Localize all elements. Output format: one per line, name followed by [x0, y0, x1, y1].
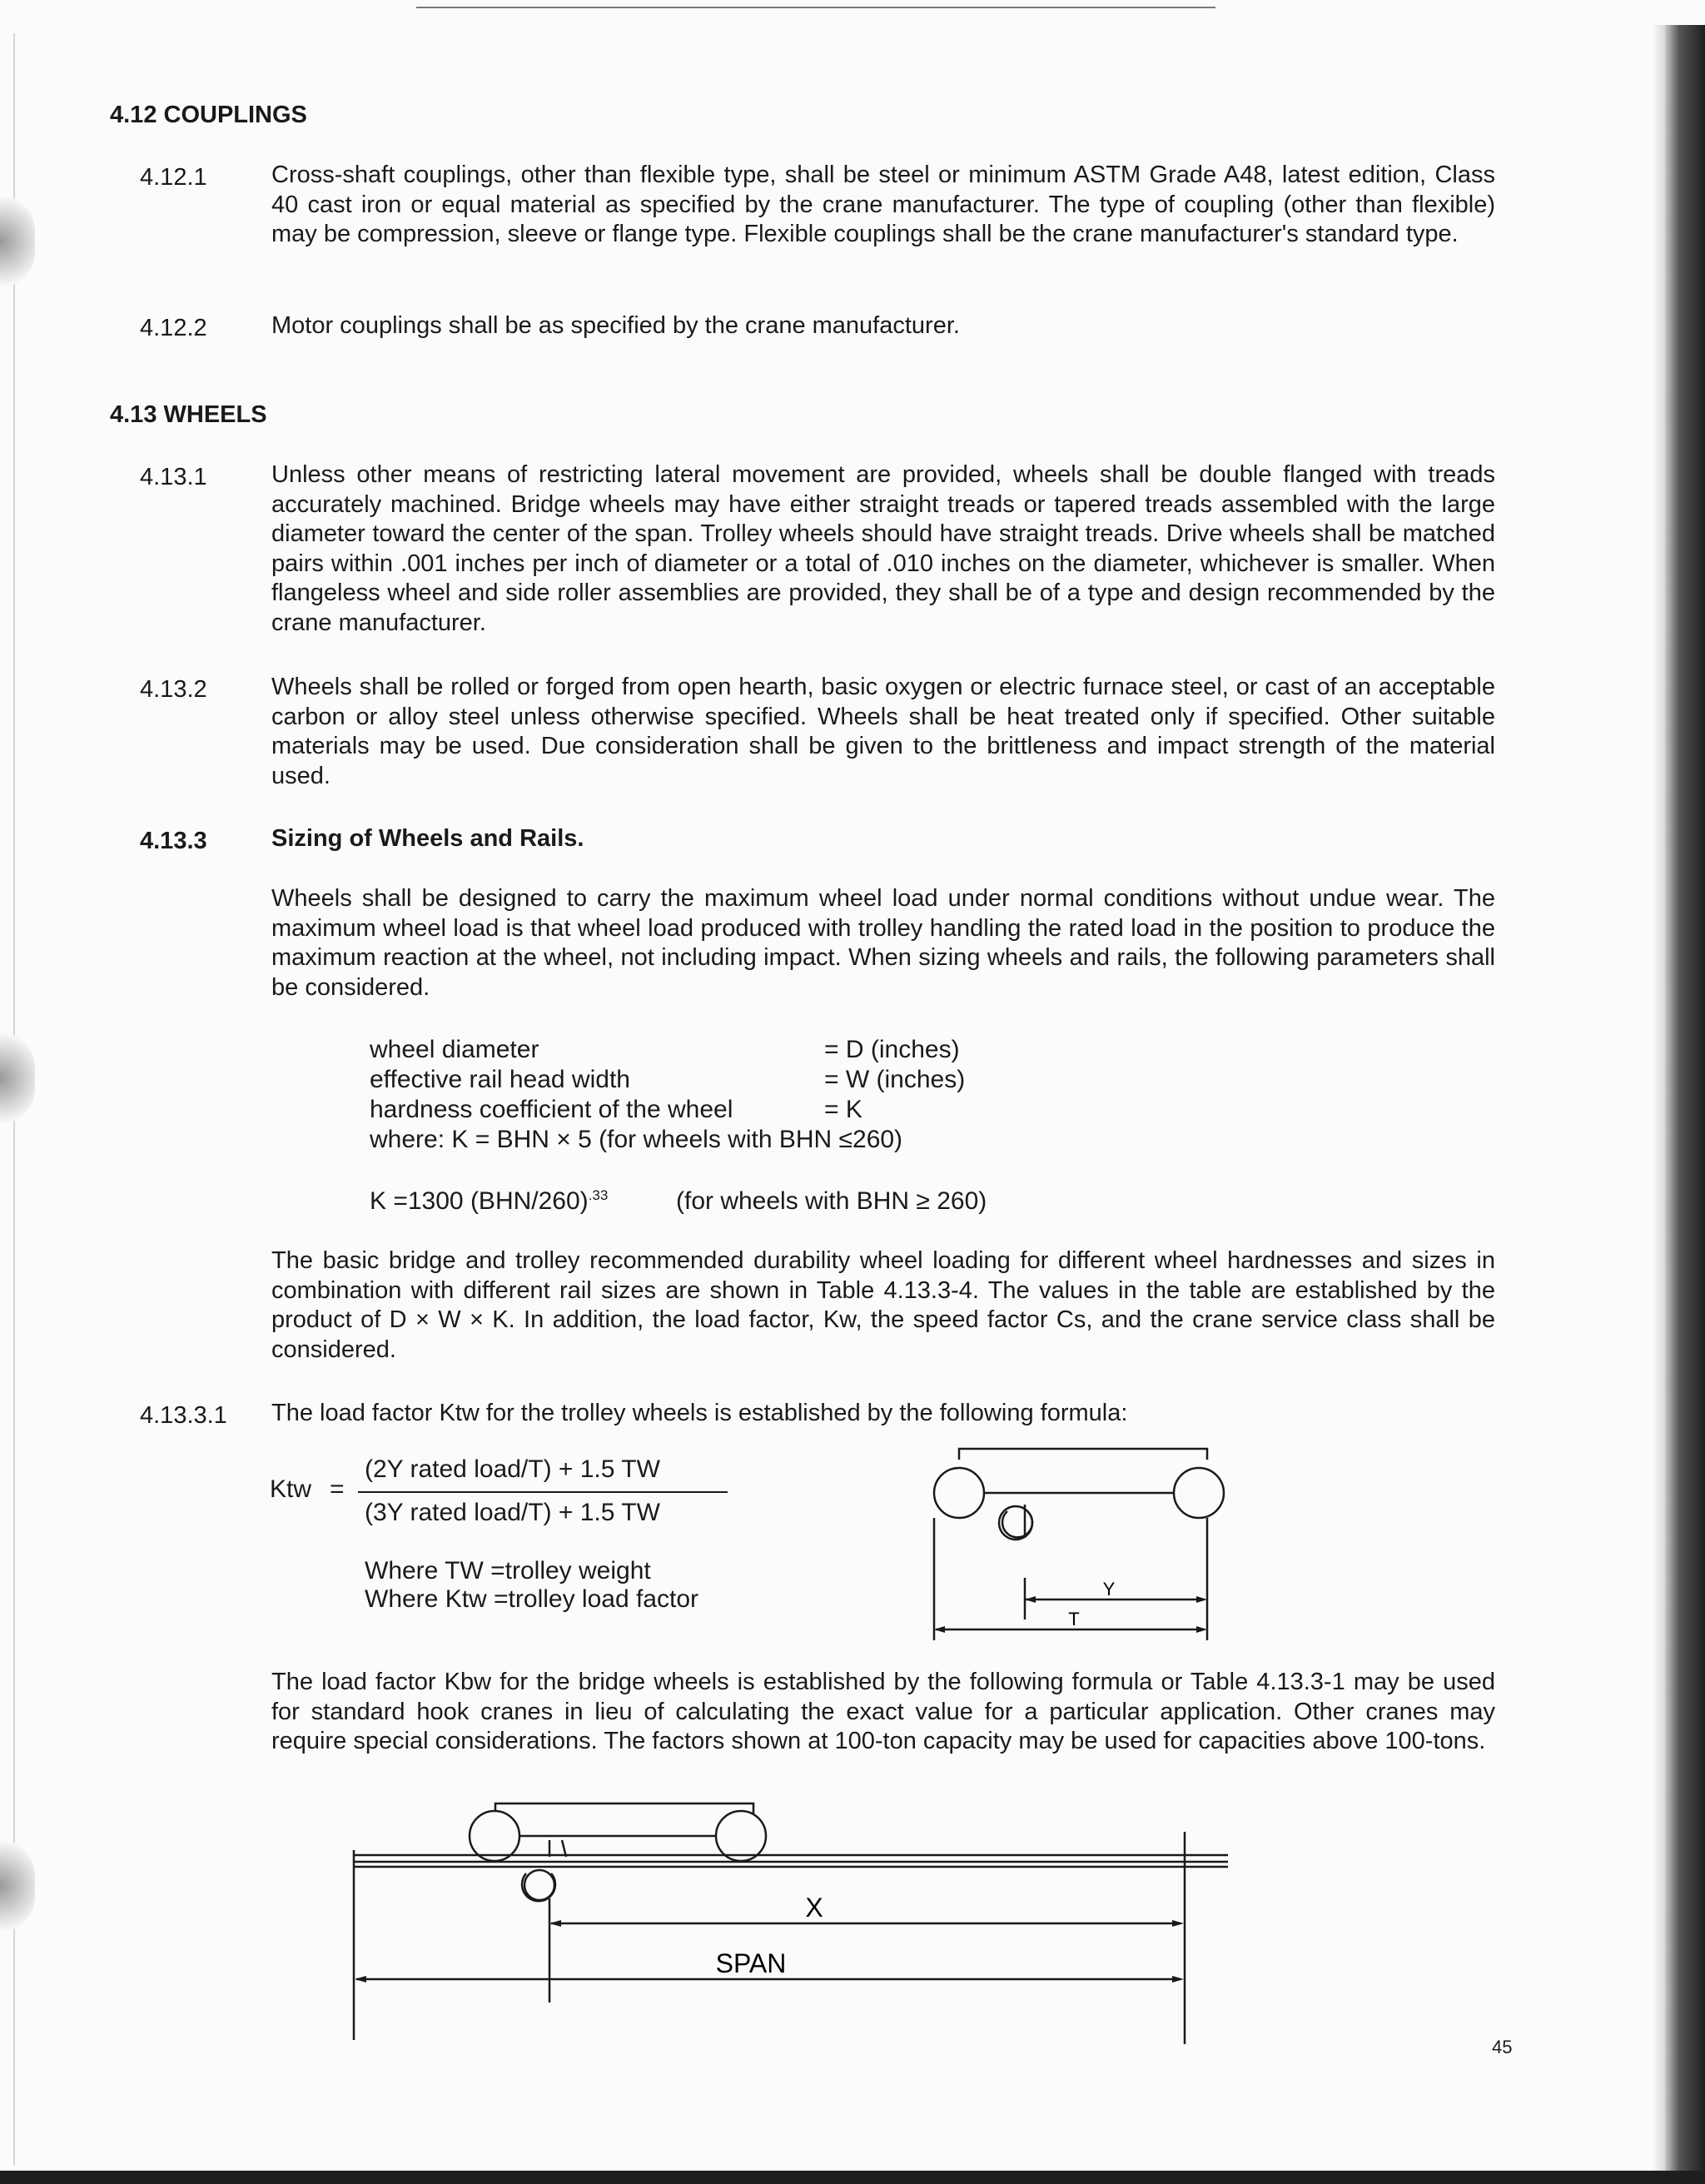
- formula-equals: =: [330, 1475, 345, 1503]
- page-edge-shadow: [1652, 25, 1665, 2184]
- binder-hole: [0, 1840, 35, 1932]
- bridge-trolley-frame: [495, 1803, 753, 1836]
- binder-hole: [0, 196, 35, 287]
- where-ktw: Where Ktw =trolley load factor: [365, 1585, 699, 1613]
- param-value: = K: [824, 1096, 862, 1123]
- where-line: where: K = BHN × 5 (for wheels with BHN ≤260): [370, 1126, 903, 1153]
- dim-y-label: Y: [1102, 1579, 1116, 1599]
- item-number: 4.12.2: [140, 315, 207, 341]
- param-label: effective rail head width: [370, 1066, 630, 1093]
- paragraph-4-12-1: Cross-shaft couplings, other than flexible type, shall be steel or minimum ASTM Grade A48, latest edition, Class 40 cast iron or equal material as specified by the crane manufacturer. The type of coupling (other than flexible) may be compression, sleeve or flange type. Flexible couplings shall be the crane manufacturer's standard type.: [271, 162, 1495, 247]
- top-rule: [416, 7, 1215, 8]
- paragraph-basic-loading: The basic bridge and trolley recommended durability wheel loading for different wheel hardnesses and sizes in combination with different rail sizes are shown in Table 4.13.3-4. The values in the table are established by the product of D × W × K. In addition, the load factor, Kw, the speed factor Cs, and the crane service class shall be considered.: [271, 1247, 1495, 1363]
- item-number: 4.13.3.1: [140, 1402, 227, 1429]
- paragraph-ktw-intro: The load factor Ktw for the trolley wheels is established by the following formula:: [271, 1400, 1128, 1426]
- formula-numerator: (2Y rated load/T) + 1.5 TW: [365, 1455, 660, 1483]
- k-formula-main: K =1300 (BHN/260): [370, 1187, 589, 1215]
- dim-t-label: T: [1068, 1609, 1080, 1629]
- section-heading-couplings: 4.12 COUPLINGS: [110, 102, 307, 128]
- item-number: 4.13.3: [140, 828, 207, 854]
- trolley-frame-top: [959, 1449, 1207, 1460]
- paragraph-4-13-1: Unless other means of restricting lateral movement are provided, wheels shall be double flanged with treads accurately machined. Bridge wheels may have either straight treads or tapered treads assembled with the large diameter toward the center of the span. Trolley wheels should have straight treads. Drive wheels shall be matched pairs within .001 inches per inch of diameter or a total of .010 inches on the diameter, whichever is smaller. When flangeless wheel and side roller assemblies are provided, they shall be of a type and design recommended by the crane manufacturer.: [271, 461, 1495, 636]
- trolley-wheel-left: [934, 1468, 984, 1518]
- bottom-edge: [0, 2171, 1705, 2184]
- bridge-diagram: [350, 1798, 1240, 2048]
- param-value: = W (inches): [824, 1066, 966, 1093]
- bridge-trolley-wheel-left: [470, 1811, 519, 1861]
- item-number: 4.12.1: [140, 164, 207, 191]
- trolley-diagram: [924, 1445, 1232, 1644]
- page-edge: [1665, 25, 1705, 2184]
- dim-x-label: X: [805, 1893, 823, 1923]
- where-tw: Where TW =trolley weight: [365, 1557, 651, 1585]
- paragraph-kbw: The load factor Kbw for the bridge wheels is established by the following formula or Table 4.13.3-1 may be used for standard hook cranes in lieu of calculating the exact value for a particular application. Other cranes may require special considerations. The factors shown at 100-ton capacity may be used for capacities above 100-tons.: [271, 1669, 1495, 1754]
- k-formula-exponent: .33: [588, 1187, 609, 1203]
- dim-span-label: SPAN: [715, 1948, 787, 1978]
- formula-lhs: Ktw: [270, 1475, 312, 1503]
- formula-denominator: (3Y rated load/T) + 1.5 TW: [365, 1499, 660, 1526]
- subsection-title: Sizing of Wheels and Rails.: [271, 825, 584, 852]
- paragraph-sizing-intro: Wheels shall be designed to carry the maximum wheel load under normal conditions without undue wear. The maximum wheel load is that wheel load produced with trolley handling the rated load in the position to produce the maximum reaction at the wheel, not including impact. When sizing wheels and rails, the following parameters shall be considered.: [271, 885, 1495, 1001]
- k-formula-note: (for wheels with BHN ≥ 260): [676, 1187, 987, 1215]
- item-number: 4.13.2: [140, 676, 207, 703]
- binder-hole: [0, 1032, 35, 1124]
- param-label: wheel diameter: [370, 1036, 539, 1063]
- fraction-bar: [358, 1491, 728, 1493]
- paragraph-4-13-2: Wheels shall be rolled or forged from open hearth, basic oxygen or electric furnace steel, or cast of an acceptable carbon or alloy steel unless otherwise specified. Wheels shall be heat treated only if specified. Other suitable materials may be used. Due consideration shall be given to the brittleness and impact strength of the material used.: [271, 674, 1495, 789]
- param-label: hardness coefficient of the wheel: [370, 1096, 733, 1123]
- hook-block-icon: [999, 1506, 1032, 1540]
- item-number: 4.13.1: [140, 464, 207, 490]
- page-number: 45: [1492, 2037, 1513, 2057]
- bridge-trolley-wheel-right: [716, 1811, 766, 1861]
- paragraph-4-12-2: Motor couplings shall be as specified by the crane manufacturer.: [271, 312, 960, 339]
- trolley-wheel-right: [1174, 1468, 1224, 1518]
- section-heading-wheels: 4.13 WHEELS: [110, 401, 267, 428]
- bridge-hook-block-icon: [524, 1870, 554, 1900]
- k-formula: [370, 1187, 608, 1216]
- param-value: = D (inches): [824, 1036, 960, 1063]
